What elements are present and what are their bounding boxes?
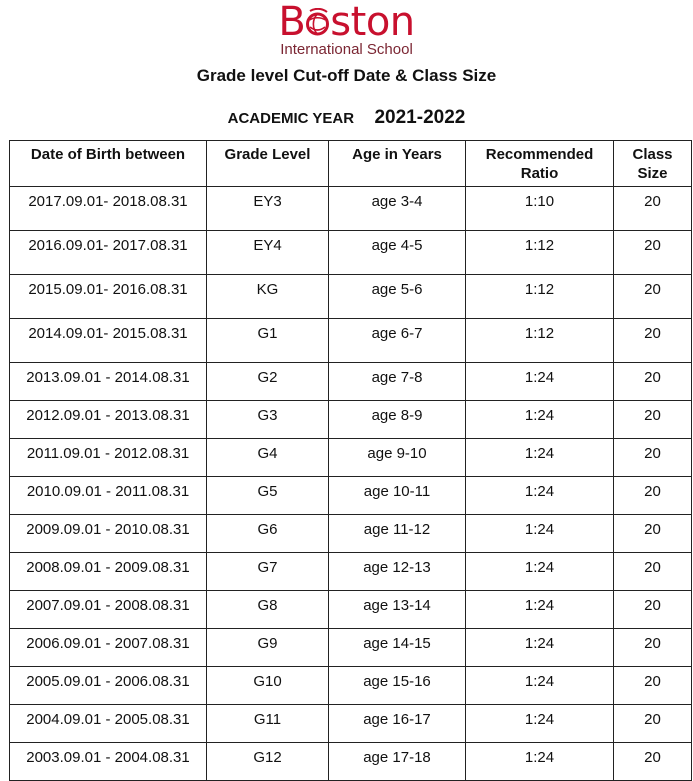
ratio-cell: 1:24: [466, 477, 614, 515]
grade-cell: G8: [207, 591, 329, 629]
grade-cell: G11: [207, 705, 329, 743]
class-size-cell: 20: [614, 187, 692, 231]
class-size-cell: 20: [614, 743, 692, 781]
age-cell: age 10-11: [329, 477, 466, 515]
class-size-cell: 20: [614, 705, 692, 743]
age-cell: age 13-14: [329, 591, 466, 629]
dob-cell: 2016.09.01- 2017.08.31: [10, 231, 207, 275]
grade-cell: G9: [207, 629, 329, 667]
table-row: [10, 515, 692, 553]
page-title: Grade level Cut-off Date & Class Size: [196, 66, 497, 85]
class-size-cell: 20: [614, 553, 692, 591]
dob-cell: 2011.09.01 - 2012.08.31: [10, 439, 207, 477]
dob-cell: 2008.09.01 - 2009.08.31: [10, 553, 207, 591]
table-row: [10, 667, 692, 705]
table-row: [10, 629, 692, 667]
academic-year-line: [0, 107, 693, 129]
grade-cell: EY3: [207, 187, 329, 231]
class-size-cell: 20: [614, 477, 692, 515]
table-row: [10, 231, 692, 275]
academic-year-label: ACADEMIC YEAR: [227, 110, 355, 127]
dob-cell: 2007.09.01 - 2008.08.31: [10, 591, 207, 629]
age-cell: age 11-12: [329, 515, 466, 553]
ratio-cell: 1:12: [466, 231, 614, 275]
ratio-cell: 1:24: [466, 401, 614, 439]
class-size-cell: 20: [614, 667, 692, 705]
age-cell: age 4-5: [329, 231, 466, 275]
class-size-cell: 20: [614, 231, 692, 275]
grade-cell: G10: [207, 667, 329, 705]
dob-cell: 2010.09.01 - 2011.08.31: [10, 477, 207, 515]
logo-subtitle: International School: [280, 41, 413, 58]
globe-icon: [306, 8, 329, 37]
logo-word-start: B: [278, 0, 306, 45]
class-size-cell: 20: [614, 591, 692, 629]
ratio-cell: 1:24: [466, 667, 614, 705]
age-cell: age 15-16: [329, 667, 466, 705]
dob-cell: 2013.09.01 - 2014.08.31: [10, 363, 207, 401]
grade-cell: EY4: [207, 231, 329, 275]
class-size-cell: 20: [614, 275, 692, 319]
dob-cell: 2017.09.01- 2018.08.31: [10, 187, 207, 231]
age-cell: age 16-17: [329, 705, 466, 743]
academic-year-value: 2021-2022: [374, 107, 466, 128]
ratio-cell: 1:24: [466, 629, 614, 667]
logo-wordmark: [278, 0, 415, 45]
ratio-cell: 1:24: [466, 591, 614, 629]
school-logo: [0, 2, 693, 58]
grade-cell: G3: [207, 401, 329, 439]
dob-cell: 2012.09.01 - 2013.08.31: [10, 401, 207, 439]
grade-cell: G5: [207, 477, 329, 515]
ratio-cell: 1:24: [466, 363, 614, 401]
table-row: [10, 275, 692, 319]
dob-cell: 2003.09.01 - 2004.08.31: [10, 743, 207, 781]
dob-cell: 2004.09.01 - 2005.08.31: [10, 705, 207, 743]
table-header-row: [10, 141, 692, 187]
dob-cell: 2014.09.01- 2015.08.31: [10, 319, 207, 363]
ratio-cell: 1:24: [466, 705, 614, 743]
grade-cell: G12: [207, 743, 329, 781]
age-cell: age 7-8: [329, 363, 466, 401]
table-row: [10, 591, 692, 629]
dob-cell: 2005.09.01 - 2006.08.31: [10, 667, 207, 705]
dob-cell: 2015.09.01- 2016.08.31: [10, 275, 207, 319]
logo-word-end: ston: [330, 0, 415, 45]
age-cell: age 8-9: [329, 401, 466, 439]
dob-cell: 2006.09.01 - 2007.08.31: [10, 629, 207, 667]
class-size-cell: 20: [614, 319, 692, 363]
table-row: [10, 705, 692, 743]
grade-cell: KG: [207, 275, 329, 319]
ratio-cell: 1:24: [466, 515, 614, 553]
dob-cell: 2009.09.01 - 2010.08.31: [10, 515, 207, 553]
table-row: [10, 319, 692, 363]
age-cell: age 5-6: [329, 275, 466, 319]
class-size-cell: 20: [614, 515, 692, 553]
table-row: [10, 439, 692, 477]
age-cell: age 14-15: [329, 629, 466, 667]
header-date-of-birth: Date of Birth between: [10, 141, 207, 187]
age-cell: age 12-13: [329, 553, 466, 591]
header-age-in-years: Age in Years: [329, 141, 466, 187]
header-class-size: Class Size: [614, 141, 692, 187]
class-size-cell: 20: [614, 363, 692, 401]
grade-cell: G6: [207, 515, 329, 553]
header-grade-level: Grade Level: [207, 141, 329, 187]
grade-cell: G7: [207, 553, 329, 591]
grade-cell: G2: [207, 363, 329, 401]
ratio-cell: 1:12: [466, 275, 614, 319]
class-size-cell: 20: [614, 629, 692, 667]
ratio-cell: 1:24: [466, 743, 614, 781]
table-row: [10, 553, 692, 591]
ratio-cell: 1:24: [466, 553, 614, 591]
table-row: [10, 743, 692, 781]
table-row: [10, 363, 692, 401]
table-row: [10, 401, 692, 439]
age-cell: age 17-18: [329, 743, 466, 781]
age-cell: age 9-10: [329, 439, 466, 477]
ratio-cell: 1:10: [466, 187, 614, 231]
class-size-cell: 20: [614, 401, 692, 439]
table-row: [10, 187, 692, 231]
class-size-cell: 20: [614, 439, 692, 477]
ratio-cell: 1:24: [466, 439, 614, 477]
ratio-cell: 1:12: [466, 319, 614, 363]
grade-cell: G1: [207, 319, 329, 363]
age-cell: age 6-7: [329, 319, 466, 363]
age-cell: age 3-4: [329, 187, 466, 231]
header-recommended-ratio: Recommended Ratio: [466, 141, 614, 187]
grade-cutoff-table: [9, 140, 692, 781]
table-row: [10, 477, 692, 515]
grade-cell: G4: [207, 439, 329, 477]
